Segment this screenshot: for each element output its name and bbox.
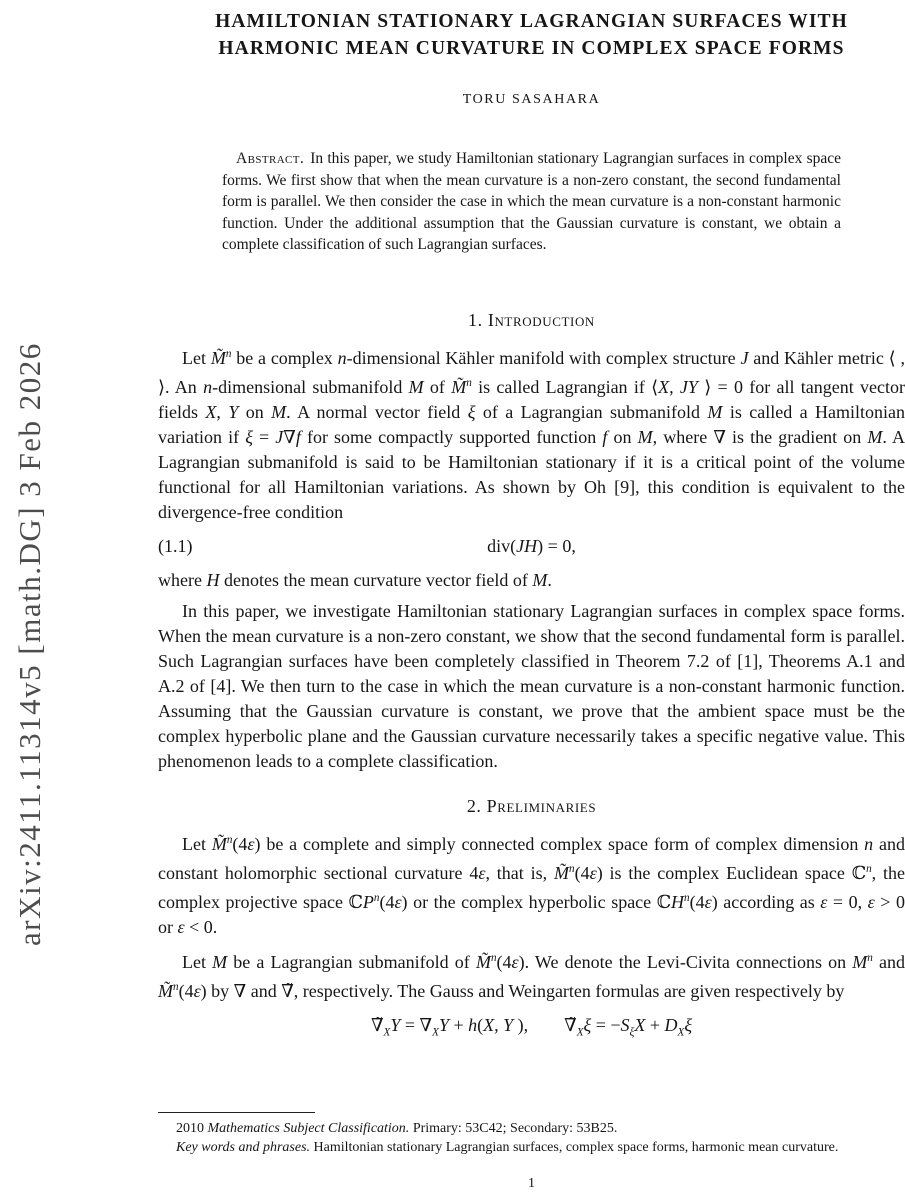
page-number: 1 (528, 1176, 535, 1191)
footnote-msc: 2010 Mathematics Subject Classification. Primary: 53C42; Secondary: 53B25. (176, 1121, 618, 1136)
paper-title-line1: HAMILTONIAN STATIONARY LAGRANGIAN SURFACES WITH (215, 11, 848, 32)
author-name: TORU SASAHARA (462, 92, 601, 107)
abstract-text: In this paper, we study Hamiltonian stationary Lagrangian surfaces in complex space forms. We first show that when the mean curvature is a non-zero constant, the second fundamental form is parallel. We then consider the case in which the mean curvature is a non-constant harmonic function. Under the additional assumption that the Gaussian curvature is constant, we obtain a complete classification of such Lagrangian surfaces. (222, 150, 841, 253)
equation-number: (1.1) (158, 535, 193, 556)
section-heading-introduction: 1. Introduction (468, 309, 595, 330)
prelim-paragraph-2: Let M be a Lagrangian submanifold of M̃$^n$(4ε). We denote the Levi-Civita connections on $M^n$ and M̃$^n$(4ε) by ∇ and ∇̃, respectively. The Gauss and Weingarten formulas are given respectively by (158, 951, 905, 1001)
intro-paragraph-1: Let M̃$^n$ be a complex n-dimensional Kähler manifold with complex structure J and Kähler metric ⟨ , ⟩. An n-dimensional submanifold M of M̃$^n$ is called Lagrangian if ⟨X, JY ⟩ = 0 for all tangent vector fields X, Y on M. A normal vector field ξ of a Lagrangian submanifold M is called a Hamiltonian variation if ξ = J∇f for some compactly supported function f on M, where ∇ is the gradient on M. A Lagrangian submanifold is said to be Hamiltonian stationary if it is a critical point of the volume functional for all Hamiltonian variations. As shown by Oh [9], this condition is equivalent to the divergence-free condition (158, 347, 905, 522)
arxiv-watermark: arXiv:2411.11314v5 [math.DG] 3 Feb 2026 (12, 342, 47, 946)
footnote-rule (158, 1112, 315, 1113)
equation-1-1 (158, 534, 905, 559)
intro-paragraph-2: where H denotes the mean curvature vector field of M. (158, 569, 552, 590)
paper-content (158, 0, 905, 1054)
paper-title-line2: HARMONIC MEAN CURVATURE IN COMPLEX SPACE FORMS (218, 38, 845, 59)
abstract (222, 148, 841, 256)
paper-title (158, 0, 905, 62)
abstract-label: Abstract. (236, 150, 305, 167)
prelim-paragraph-1: Let M̃$^n$(4ε) be a complete and simply connected complex space form of complex dimension n and constant holomorphic sectional curvature 4ε, that is, M̃$^n$(4ε) is the complex Euclidean space ℂ$^n$, the complex projective space ℂP$^n$(4ε) or the complex hyperbolic space ℂH$^n$(4ε) according as ε = 0, ε > 0 or ε < 0. (158, 833, 905, 937)
gauss-weingarten-equation (158, 1013, 905, 1046)
footnotes (158, 1112, 905, 1157)
section-heading-preliminaries: 2. Preliminaries (466, 795, 597, 816)
intro-paragraph-3: In this paper, we investigate Hamiltonian stationary Lagrangian surfaces in complex space forms. When the mean curvature is a non-zero constant, we show that the second fundamental form is parallel. Such Lagrangian surfaces have been completely classified in Theorem 7.2 of [1], Theorems A.1 and A.2 of [4]. We then turn to the case in which the mean curvature is a non-constant harmonic function. Assuming that the Gaussian curvature is constant, we prove that the ambient space must be the complex hyperbolic plane and the Gaussian curvature necessarily takes a specific negative value. This phenomenon leads to a complete classification. (158, 600, 905, 771)
equation-body: div(JH) = 0, (487, 535, 576, 556)
footnote-keywords: Key words and phrases. Hamiltonian stationary Lagrangian surfaces, complex space forms, harmonic mean curvature. (176, 1139, 839, 1155)
equation-body: $\nablã_XY = \nabla_XY + h(X$, Y ), $\nablã_X\xi = -S_\xi X + D_X\xi$ (370, 1014, 693, 1039)
